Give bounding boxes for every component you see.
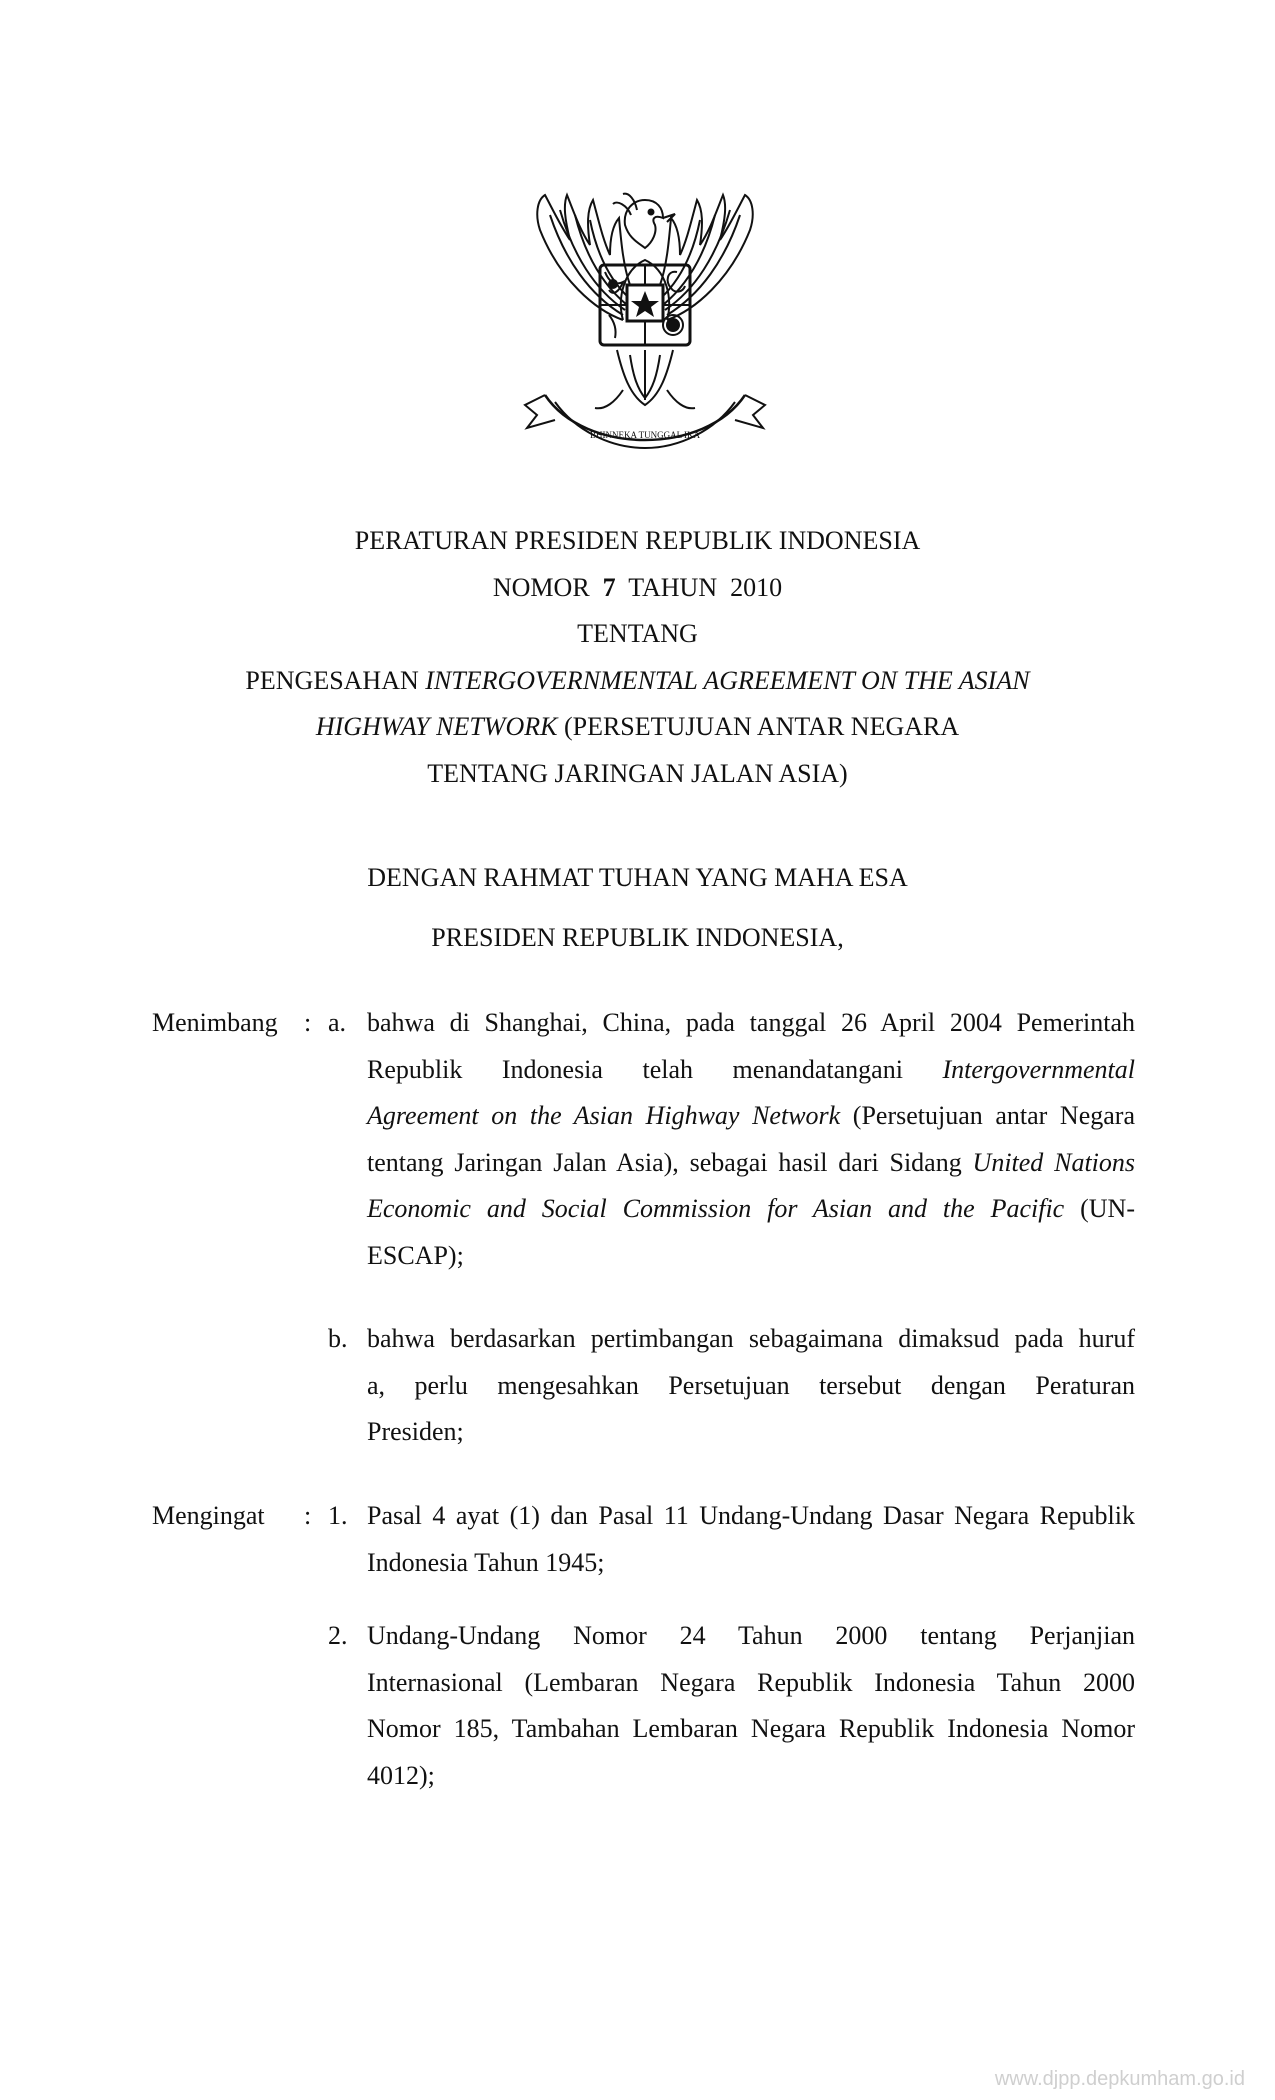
blessing-block	[0, 848, 1275, 968]
emblem-motto: BHINNEKA TUNGGAL IKA	[590, 430, 700, 440]
mengingat-item-1-marker: 1.	[328, 1501, 348, 1530]
mengingat-colon: :	[304, 1501, 312, 1530]
document-title-line-3: TENTANG JARINGAN JALAN ASIA)	[427, 758, 848, 788]
mengingat-label: Mengingat	[152, 1501, 265, 1530]
regulation-type: PERATURAN PRESIDEN REPUBLIK INDONESIA	[354, 526, 921, 555]
document-title-line-2: HIGHWAY NETWORK (PERSETUJUAN ANTAR NEGARA	[315, 712, 960, 741]
mengingat-item-2: Undang-Undang Nomor 24 Tahun 2000 tentang Perjanjian Internasional (Lembaran Negara Republik Indonesia Tahun 2000 Nomor 185, Tambahan Lembaran Negara Republik Indonesia Nomor 4012);	[367, 1621, 1135, 1790]
tentang-heading: TENTANG	[577, 619, 698, 648]
blessing-line: DENGAN RAHMAT TUHAN YANG MAHA ESA	[367, 863, 908, 892]
mengingat-item-2-marker: 2.	[328, 1621, 348, 1650]
menimbang-item-b-marker: b.	[328, 1324, 348, 1353]
document-header	[0, 518, 1275, 797]
document-title-line-1: PENGESAHAN INTERGOVERNMENTAL AGREEMENT ON THE ASIAN	[245, 665, 1030, 695]
watermark-url: www.djpp.depkumham.go.id	[994, 2068, 1245, 2090]
garuda-emblem-icon	[505, 170, 785, 470]
menimbang-item-a-marker: a.	[328, 1008, 347, 1037]
menimbang-item-b: bahwa berdasarkan pertimbangan sebagaimana dimaksud pada huruf a, perlu mengesahkan Persetujuan tersebut dengan Peraturan Presiden;	[367, 1324, 1135, 1446]
menimbang-item-a: bahwa di Shanghai, China, pada tanggal 26 April 2004 Pemerintah Republik Indonesia telah menandatangani Intergovernmental Agreement on the Asian Highway Network (Persetujuan antar Negara tentang Jaringan Jalan Asia), sebagai hasil dari Sidang United Nations Economic and Social Commission for Asian and the Pacific (UN- ESCAP);	[367, 1008, 1136, 1270]
menimbang-label: Menimbang	[152, 1008, 278, 1037]
mengingat-item-1: Pasal 4 ayat (1) dan Pasal 11 Undang-Undang Dasar Negara Republik Indonesia Tahun 1945;	[367, 1501, 1135, 1577]
president-line: PRESIDEN REPUBLIK INDONESIA,	[431, 923, 844, 952]
regulation-number: NOMOR 7 TAHUN 2010	[492, 572, 783, 602]
menimbang-colon: :	[304, 1008, 312, 1037]
